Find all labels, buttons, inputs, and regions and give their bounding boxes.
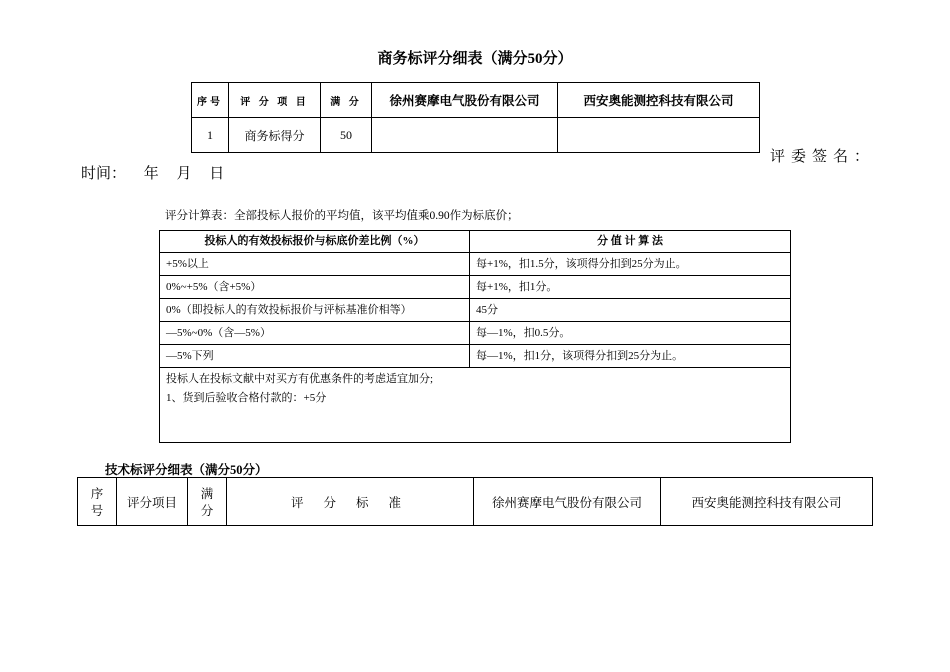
cell-method: 每+1%，扣1分。 [470,276,791,299]
header-company-b: 西安奥能测控科技有限公司 [661,478,873,526]
time-line [81,162,238,183]
table-row [160,299,791,322]
month-label: 月 [176,166,192,182]
header-full-line: 分 [200,502,214,518]
header-item: 评 分 项 目 [229,83,321,118]
header-ratio: 投标人的有效投标报价与标底价差比例（%） [160,231,470,253]
cell-ratio: 0%~+5%（含+5%） [160,276,470,299]
header-full-score [188,478,227,526]
note-cell [160,368,791,443]
tech-section-title: 技术标评分细表（满分50分） [105,463,268,477]
table-row [160,322,791,345]
cell-company-a-score [372,118,558,153]
cell-method: 45分 [470,299,791,322]
cell-method: 每—1%，扣1分，该项得分扣到25分为止。 [470,345,791,368]
header-company-a: 徐州赛摩电气股份有限公司 [474,478,661,526]
note-line: 1、货到后验收合格付款的：+5分 [166,392,327,404]
day-label: 日 [209,166,225,182]
header-seq-line: 序 [90,485,104,501]
cell-ratio: 0%（即投标人的有效投标报价与评标基准价相等） [160,299,470,322]
cell-item: 商务标得分 [229,118,321,153]
cell-ratio: +5%以上 [160,253,470,276]
year-label: 年 [143,166,159,182]
cell-company-b-score [558,118,760,153]
table-row [160,276,791,299]
table-note-row [160,368,791,443]
cell-ratio: —5%下列 [160,345,470,368]
table-header-row [192,83,760,118]
commercial-score-table [191,82,760,153]
table-row [160,253,791,276]
table-row [160,345,791,368]
cell-method: 每+1%，扣1.5分，该项得分扣到25分为止。 [470,253,791,276]
header-criteria: 评 分 标 准 [227,478,474,526]
header-full-line: 满 [200,485,214,501]
cell-ratio: —5%~0%（含—5%） [160,322,470,345]
technical-score-table [77,477,873,526]
header-full-score: 满 分 [321,83,372,118]
header-seq-line: 号 [90,502,104,518]
header-company-a: 徐州赛摩电气股份有限公司 [372,83,558,118]
note-line: 投标人在投标文献中对买方有优惠条件的考虑适宜加分; [166,373,434,385]
calc-intro: 评分计算表：全部投标人报价的平均值，该平均值乘0.90作为标底价； [165,210,519,222]
table-header-row [160,231,791,253]
time-label: 时间： [81,166,127,182]
header-item: 评分项目 [117,478,188,526]
header-seq: 序号 [192,83,229,118]
cell-method: 每—1%，扣0.5分。 [470,322,791,345]
price-calc-table [159,230,791,443]
table-header-row [78,478,873,526]
header-company-b: 西安奥能测控科技有限公司 [558,83,760,118]
cell-full-score: 50 [321,118,372,153]
table-row [192,118,760,153]
cell-seq: 1 [192,118,229,153]
page-title: 商务标评分细表（满分50分） [377,51,573,67]
header-method: 分 值 计 算 法 [470,231,791,253]
signature-label: 评委签名： [770,149,876,165]
header-seq [78,478,117,526]
